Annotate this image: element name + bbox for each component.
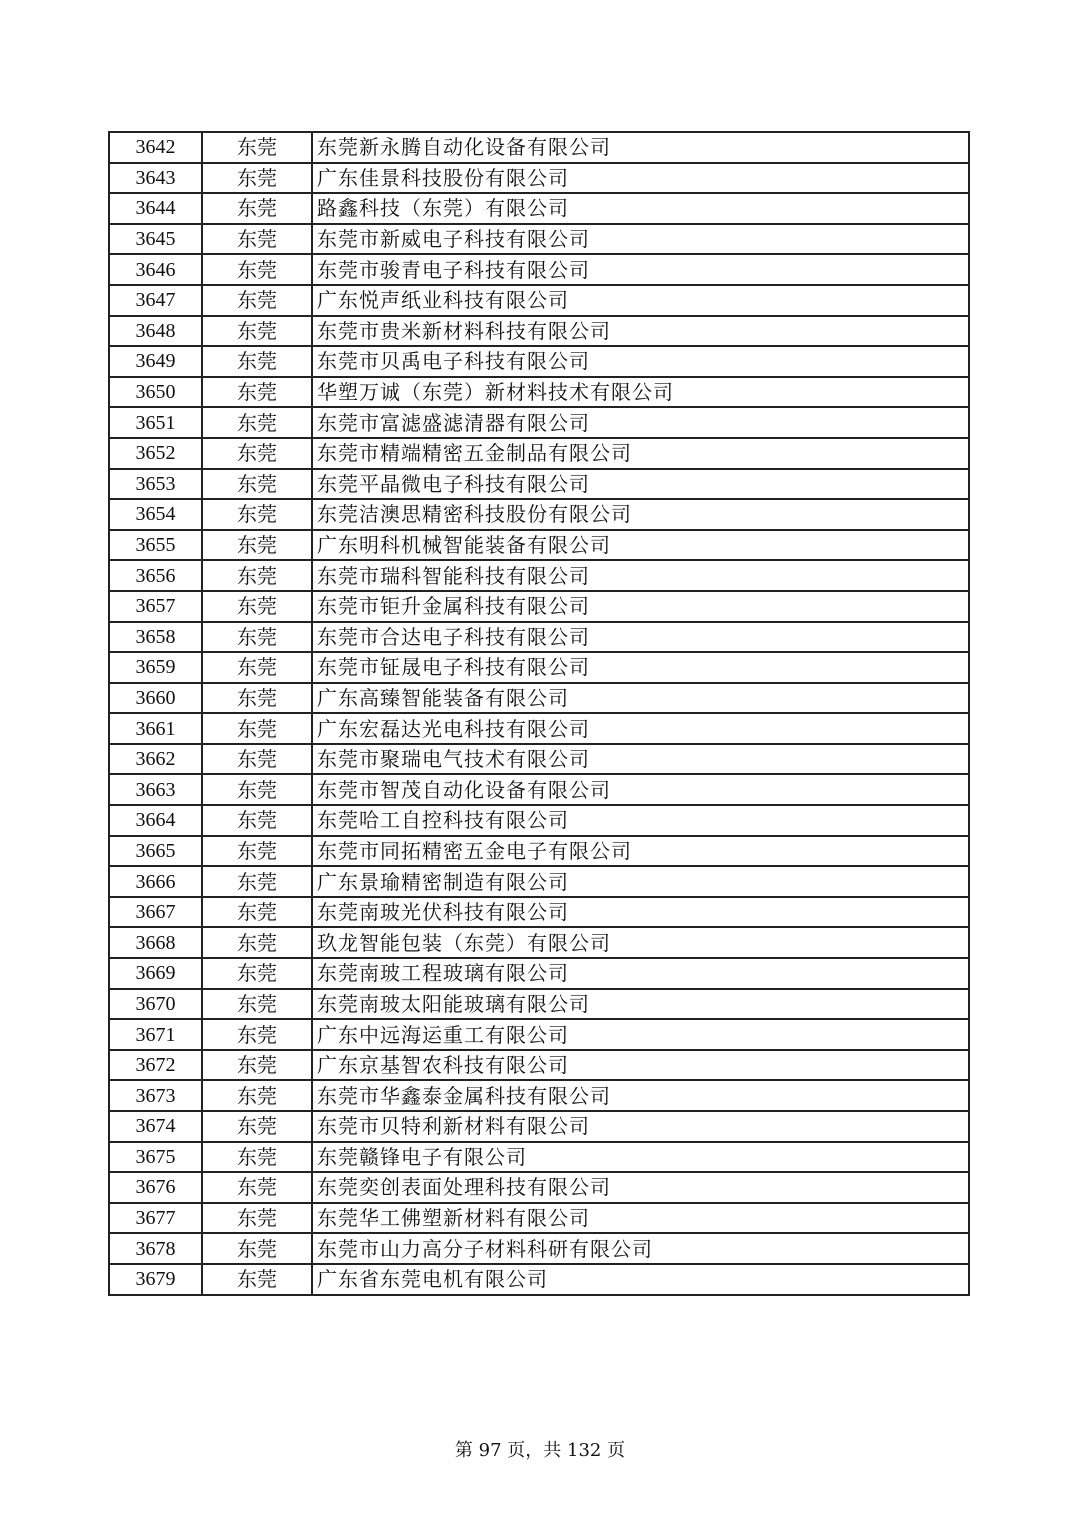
table-row <box>109 1142 969 1173</box>
table-row <box>109 805 969 836</box>
row-number-cell: 3675 <box>109 1142 202 1173</box>
row-number-cell: 3649 <box>109 346 202 377</box>
company-name-cell: 东莞市山力高分子材料科研有限公司 <box>312 1233 969 1264</box>
table-row <box>109 1050 969 1081</box>
company-name-cell: 东莞市贝禹电子科技有限公司 <box>312 346 969 377</box>
row-number-cell: 3660 <box>109 683 202 714</box>
row-number-cell: 3673 <box>109 1080 202 1111</box>
table-row <box>109 132 969 163</box>
table-row <box>109 897 969 928</box>
city-cell: 东莞 <box>202 1142 312 1173</box>
table-row <box>109 744 969 775</box>
company-name-cell: 东莞市同拓精密五金电子有限公司 <box>312 836 969 867</box>
city-cell: 东莞 <box>202 836 312 867</box>
company-name-cell: 广东省东莞电机有限公司 <box>312 1264 969 1295</box>
company-list-table <box>108 131 970 1296</box>
company-name-cell: 东莞洁澳思精密科技股份有限公司 <box>312 499 969 530</box>
company-name-cell: 东莞奕创表面处理科技有限公司 <box>312 1172 969 1203</box>
company-name-cell: 东莞市钜升金属科技有限公司 <box>312 591 969 622</box>
row-number-cell: 3668 <box>109 927 202 958</box>
table-row <box>109 560 969 591</box>
row-number-cell: 3662 <box>109 744 202 775</box>
row-number-cell: 3665 <box>109 836 202 867</box>
table-row <box>109 224 969 255</box>
table-row <box>109 285 969 316</box>
city-cell: 东莞 <box>202 1050 312 1081</box>
company-name-cell: 东莞市聚瑞电气技术有限公司 <box>312 744 969 775</box>
company-name-cell: 东莞市新威电子科技有限公司 <box>312 224 969 255</box>
row-number-cell: 3643 <box>109 163 202 194</box>
table-row <box>109 254 969 285</box>
row-number-cell: 3654 <box>109 499 202 530</box>
row-number-cell: 3657 <box>109 591 202 622</box>
row-number-cell: 3653 <box>109 469 202 500</box>
table-row <box>109 193 969 224</box>
table-row <box>109 1111 969 1142</box>
row-number-cell: 3644 <box>109 193 202 224</box>
table-row <box>109 407 969 438</box>
city-cell: 东莞 <box>202 591 312 622</box>
table-row <box>109 683 969 714</box>
city-cell: 东莞 <box>202 224 312 255</box>
city-cell: 东莞 <box>202 1019 312 1050</box>
table-row <box>109 346 969 377</box>
city-cell: 东莞 <box>202 958 312 989</box>
table-row <box>109 438 969 469</box>
table-row <box>109 530 969 561</box>
city-cell: 东莞 <box>202 927 312 958</box>
city-cell: 东莞 <box>202 683 312 714</box>
row-number-cell: 3655 <box>109 530 202 561</box>
company-name-cell: 广东景瑜精密制造有限公司 <box>312 866 969 897</box>
row-number-cell: 3647 <box>109 285 202 316</box>
row-number-cell: 3669 <box>109 958 202 989</box>
city-cell: 东莞 <box>202 377 312 408</box>
company-name-cell: 广东宏磊达光电科技有限公司 <box>312 713 969 744</box>
city-cell: 东莞 <box>202 652 312 683</box>
city-cell: 东莞 <box>202 1203 312 1234</box>
row-number-cell: 3672 <box>109 1050 202 1081</box>
table-row <box>109 622 969 653</box>
table-row <box>109 163 969 194</box>
company-name-cell: 路鑫科技（东莞）有限公司 <box>312 193 969 224</box>
table-row <box>109 713 969 744</box>
table-body <box>109 132 969 1295</box>
table-row <box>109 866 969 897</box>
row-number-cell: 3645 <box>109 224 202 255</box>
city-cell: 东莞 <box>202 622 312 653</box>
company-name-cell: 广东悦声纸业科技有限公司 <box>312 285 969 316</box>
table-row <box>109 652 969 683</box>
table-row <box>109 469 969 500</box>
row-number-cell: 3666 <box>109 866 202 897</box>
city-cell: 东莞 <box>202 560 312 591</box>
table-row <box>109 927 969 958</box>
city-cell: 东莞 <box>202 713 312 744</box>
row-number-cell: 3678 <box>109 1233 202 1264</box>
city-cell: 东莞 <box>202 285 312 316</box>
row-number-cell: 3671 <box>109 1019 202 1050</box>
table-row <box>109 1080 969 1111</box>
city-cell: 东莞 <box>202 193 312 224</box>
row-number-cell: 3651 <box>109 407 202 438</box>
table-row <box>109 591 969 622</box>
row-number-cell: 3664 <box>109 805 202 836</box>
company-name-cell: 东莞华工佛塑新材料有限公司 <box>312 1203 969 1234</box>
page-number-footer: 第 97 页，共 132 页 <box>454 1440 626 1461</box>
city-cell: 东莞 <box>202 132 312 163</box>
company-name-cell: 东莞市钲晟电子科技有限公司 <box>312 652 969 683</box>
table-row <box>109 1203 969 1234</box>
company-name-cell: 东莞南玻太阳能玻璃有限公司 <box>312 989 969 1020</box>
row-number-cell: 3661 <box>109 713 202 744</box>
city-cell: 东莞 <box>202 805 312 836</box>
company-name-cell: 东莞赣锋电子有限公司 <box>312 1142 969 1173</box>
row-number-cell: 3670 <box>109 989 202 1020</box>
company-name-cell: 华塑万诚（东莞）新材料技术有限公司 <box>312 377 969 408</box>
company-name-cell: 东莞市智茂自动化设备有限公司 <box>312 774 969 805</box>
company-name-cell: 东莞市贵米新材料科技有限公司 <box>312 316 969 347</box>
company-name-cell: 广东京基智农科技有限公司 <box>312 1050 969 1081</box>
table-row <box>109 316 969 347</box>
city-cell: 东莞 <box>202 774 312 805</box>
city-cell: 东莞 <box>202 744 312 775</box>
company-name-cell: 东莞哈工自控科技有限公司 <box>312 805 969 836</box>
row-number-cell: 3646 <box>109 254 202 285</box>
row-number-cell: 3659 <box>109 652 202 683</box>
row-number-cell: 3677 <box>109 1203 202 1234</box>
city-cell: 东莞 <box>202 866 312 897</box>
table-row <box>109 774 969 805</box>
company-name-cell: 玖龙智能包装（东莞）有限公司 <box>312 927 969 958</box>
company-name-cell: 广东中远海运重工有限公司 <box>312 1019 969 1050</box>
row-number-cell: 3667 <box>109 897 202 928</box>
city-cell: 东莞 <box>202 407 312 438</box>
table-row <box>109 1172 969 1203</box>
city-cell: 东莞 <box>202 1233 312 1264</box>
city-cell: 东莞 <box>202 163 312 194</box>
row-number-cell: 3648 <box>109 316 202 347</box>
city-cell: 东莞 <box>202 254 312 285</box>
city-cell: 东莞 <box>202 316 312 347</box>
city-cell: 东莞 <box>202 438 312 469</box>
table-row <box>109 499 969 530</box>
row-number-cell: 3679 <box>109 1264 202 1295</box>
table-row <box>109 1233 969 1264</box>
table-row <box>109 1019 969 1050</box>
table-row <box>109 958 969 989</box>
row-number-cell: 3650 <box>109 377 202 408</box>
city-cell: 东莞 <box>202 1172 312 1203</box>
city-cell: 东莞 <box>202 346 312 377</box>
table-row <box>109 377 969 408</box>
row-number-cell: 3642 <box>109 132 202 163</box>
row-number-cell: 3656 <box>109 560 202 591</box>
company-name-cell: 东莞市华鑫泰金属科技有限公司 <box>312 1080 969 1111</box>
city-cell: 东莞 <box>202 469 312 500</box>
company-name-cell: 东莞南玻工程玻璃有限公司 <box>312 958 969 989</box>
city-cell: 东莞 <box>202 989 312 1020</box>
city-cell: 东莞 <box>202 499 312 530</box>
company-name-cell: 东莞市瑞科智能科技有限公司 <box>312 560 969 591</box>
company-name-cell: 广东高臻智能装备有限公司 <box>312 683 969 714</box>
row-number-cell: 3652 <box>109 438 202 469</box>
row-number-cell: 3674 <box>109 1111 202 1142</box>
company-name-cell: 广东佳景科技股份有限公司 <box>312 163 969 194</box>
city-cell: 东莞 <box>202 1264 312 1295</box>
company-name-cell: 东莞市合达电子科技有限公司 <box>312 622 969 653</box>
company-name-cell: 广东明科机械智能装备有限公司 <box>312 530 969 561</box>
row-number-cell: 3658 <box>109 622 202 653</box>
company-name-cell: 东莞平晶微电子科技有限公司 <box>312 469 969 500</box>
table-row <box>109 836 969 867</box>
city-cell: 东莞 <box>202 530 312 561</box>
company-name-cell: 东莞市贝特利新材料有限公司 <box>312 1111 969 1142</box>
city-cell: 东莞 <box>202 897 312 928</box>
city-cell: 东莞 <box>202 1080 312 1111</box>
table-row <box>109 989 969 1020</box>
company-name-cell: 东莞市骏青电子科技有限公司 <box>312 254 969 285</box>
company-name-cell: 东莞市富滤盛滤清器有限公司 <box>312 407 969 438</box>
table-row <box>109 1264 969 1295</box>
row-number-cell: 3676 <box>109 1172 202 1203</box>
company-name-cell: 东莞南玻光伏科技有限公司 <box>312 897 969 928</box>
city-cell: 东莞 <box>202 1111 312 1142</box>
company-name-cell: 东莞市精端精密五金制品有限公司 <box>312 438 969 469</box>
row-number-cell: 3663 <box>109 774 202 805</box>
company-name-cell: 东莞新永腾自动化设备有限公司 <box>312 132 969 163</box>
